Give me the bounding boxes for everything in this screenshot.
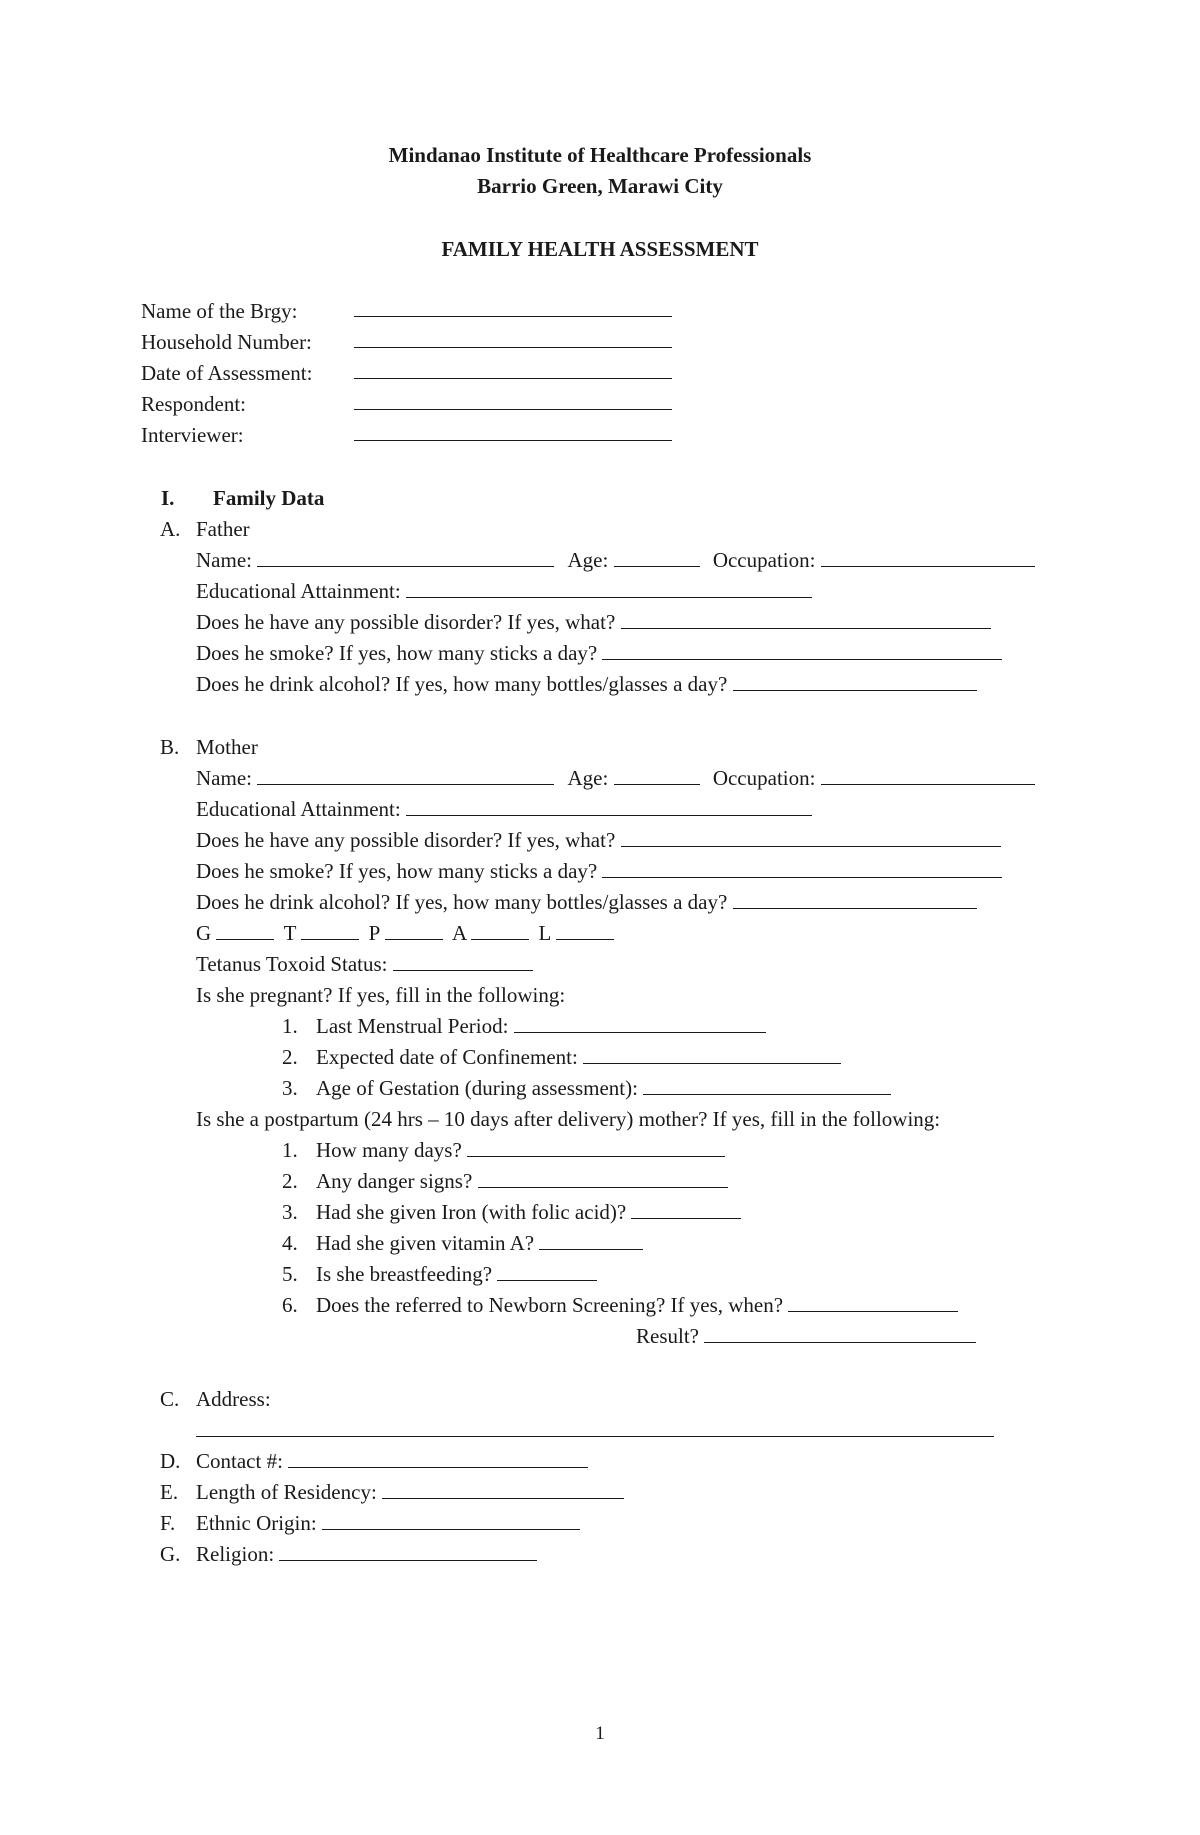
contact-row [160, 1446, 588, 1477]
pregnant-item-number: 3. [282, 1076, 298, 1100]
brgy-label: Name of the Brgy: [141, 299, 298, 323]
breastfeeding-label: Is she breastfeeding? [316, 1262, 493, 1286]
form-title: FAMILY HEALTH ASSESSMENT [441, 237, 759, 261]
mother-name-row [196, 763, 1035, 794]
result-blank[interactable] [704, 1321, 976, 1343]
section-title: Family Data [213, 486, 325, 510]
pregnant-item-number: 2. [282, 1045, 298, 1069]
days-blank[interactable] [467, 1135, 725, 1157]
father-disorder-row [196, 607, 991, 638]
contact-blank[interactable] [288, 1446, 588, 1468]
father-occupation-blank[interactable] [821, 545, 1035, 567]
mother-name-blank[interactable] [257, 763, 554, 785]
gtpal-t-label: T [283, 921, 297, 945]
pregnant-item-number: 1. [282, 1014, 298, 1038]
residency-blank[interactable] [382, 1477, 624, 1499]
aog-label: Age of Gestation (during assessment): [316, 1076, 638, 1100]
father-name-row [196, 545, 1035, 576]
pregnant-item [282, 1073, 891, 1104]
father-heading [160, 514, 250, 545]
pregnant-question: Is she pregnant? If yes, fill in the following: [196, 983, 566, 1007]
postpartum-item-number: 1. [282, 1138, 298, 1162]
tetanus-blank[interactable] [393, 949, 533, 971]
institution-location: Barrio Green, Marawi City [477, 174, 723, 198]
father-drink-row [196, 669, 977, 700]
edc-blank[interactable] [583, 1042, 841, 1064]
father-education-blank[interactable] [406, 576, 812, 598]
father-name-blank[interactable] [257, 545, 554, 567]
mother-age-label: Age: [567, 766, 609, 790]
mother-drink-blank[interactable] [733, 887, 977, 909]
interviewer-field [0, 420, 1200, 451]
institution-name: Mindanao Institute of Healthcare Professionals [388, 143, 812, 167]
gtpal-l-label: L [538, 921, 551, 945]
result-row [636, 1321, 976, 1352]
postpartum-item-number: 5. [282, 1262, 298, 1286]
religion-label: Religion: [196, 1542, 275, 1566]
ethnic-row [160, 1508, 580, 1539]
father-education-label: Educational Attainment: [196, 579, 401, 603]
danger-signs-blank[interactable] [478, 1166, 728, 1188]
interviewer-blank[interactable] [354, 440, 672, 441]
residency-row [160, 1477, 624, 1508]
date-field [0, 358, 1200, 389]
mother-drink-question: Does he drink alcohol? If yes, how many bottles/glasses a day? [196, 890, 728, 914]
gtpal-p-blank[interactable] [385, 918, 443, 940]
household-blank[interactable] [354, 347, 672, 348]
result-label: Result? [636, 1324, 699, 1348]
iron-label: Had she given Iron (with folic acid)? [316, 1200, 627, 1224]
contact-letter: D. [160, 1449, 181, 1473]
postpartum-item [282, 1259, 597, 1290]
postpartum-item-number: 6. [282, 1293, 298, 1317]
mother-age-blank[interactable] [614, 763, 700, 785]
pregnant-item [282, 1042, 841, 1073]
father-smoke-blank[interactable] [602, 638, 1002, 660]
date-label: Date of Assessment: [141, 361, 313, 385]
religion-blank[interactable] [279, 1539, 537, 1561]
days-label: How many days? [316, 1138, 462, 1162]
father-smoke-row [196, 638, 1002, 669]
mother-disorder-row [196, 825, 1001, 856]
mother-smoke-row [196, 856, 1002, 887]
ethnic-letter: F. [160, 1511, 176, 1535]
iron-blank[interactable] [631, 1197, 741, 1219]
father-title: Father [196, 517, 250, 541]
mother-name-label: Name: [196, 766, 252, 790]
father-disorder-blank[interactable] [621, 607, 991, 629]
religion-letter: G. [160, 1542, 181, 1566]
mother-letter: B. [160, 735, 180, 759]
lmp-blank[interactable] [514, 1011, 766, 1033]
postpartum-item [282, 1135, 725, 1166]
postpartum-item-number: 2. [282, 1169, 298, 1193]
postpartum-item [282, 1290, 958, 1321]
postpartum-item [282, 1166, 728, 1197]
vitamin-a-label: Had she given vitamin A? [316, 1231, 535, 1255]
postpartum-item-number: 3. [282, 1200, 298, 1224]
gtpal-row [196, 918, 614, 949]
postpartum-item-number: 4. [282, 1231, 298, 1255]
mother-occupation-blank[interactable] [821, 763, 1035, 785]
mother-occupation-label: Occupation: [712, 766, 816, 790]
gtpal-a-blank[interactable] [471, 918, 529, 940]
gtpal-g-blank[interactable] [216, 918, 274, 940]
father-smoke-question: Does he smoke? If yes, how many sticks a day? [196, 641, 598, 665]
section-number: I. [161, 486, 175, 510]
residency-label: Length of Residency: [196, 1480, 377, 1504]
father-letter: A. [160, 517, 181, 541]
mother-drink-row [196, 887, 977, 918]
edc-label: Expected date of Confinement: [316, 1045, 578, 1069]
gtpal-g-label: G [196, 921, 212, 945]
ethnic-label: Ethnic Origin: [196, 1511, 317, 1535]
household-field [0, 327, 1200, 358]
respondent-blank[interactable] [354, 409, 672, 410]
address-label: Address: [196, 1387, 271, 1411]
address-row [160, 1384, 271, 1415]
danger-signs-label: Any danger signs? [316, 1169, 473, 1193]
mother-disorder-question: Does he have any possible disorder? If yes, what? [196, 828, 616, 852]
father-education-row [196, 576, 812, 607]
mother-heading [160, 732, 258, 763]
newborn-screening-blank[interactable] [788, 1290, 958, 1312]
mother-education-row [196, 794, 812, 825]
page-number: 1 [595, 1723, 605, 1744]
section-heading [161, 483, 324, 514]
contact-label: Contact #: [196, 1449, 283, 1473]
mother-smoke-question: Does he smoke? If yes, how many sticks a day? [196, 859, 598, 883]
aog-blank[interactable] [643, 1073, 891, 1095]
respondent-field [0, 389, 1200, 420]
father-age-blank[interactable] [614, 545, 700, 567]
ethnic-blank[interactable] [322, 1508, 580, 1530]
mother-education-label: Educational Attainment: [196, 797, 401, 821]
father-drink-blank[interactable] [733, 669, 977, 691]
tetanus-label: Tetanus Toxoid Status: [196, 952, 388, 976]
mother-education-blank[interactable] [406, 794, 812, 816]
gtpal-p-label: P [368, 921, 380, 945]
brgy-blank[interactable] [354, 316, 672, 317]
interviewer-label: Interviewer: [141, 423, 244, 447]
date-blank[interactable] [354, 378, 672, 379]
brgy-field [0, 296, 1200, 327]
mother-disorder-blank[interactable] [621, 825, 1001, 847]
address-line-row [196, 1415, 994, 1446]
household-label: Household Number: [141, 330, 312, 354]
pregnant-item [282, 1011, 766, 1042]
newborn-screening-label: Does the referred to Newborn Screening? If yes, when? [316, 1293, 784, 1317]
father-age-label: Age: [567, 548, 609, 572]
postpartum-question: Is she a postpartum (24 hrs – 10 days after delivery) mother? If yes, fill in the following: [196, 1107, 941, 1131]
postpartum-item [282, 1197, 741, 1228]
gtpal-a-label: A [452, 921, 467, 945]
address-letter: C. [160, 1387, 180, 1411]
mother-smoke-blank[interactable] [602, 856, 1002, 878]
address-blank[interactable] [196, 1415, 994, 1437]
gtpal-l-blank[interactable] [556, 918, 614, 940]
residency-letter: E. [160, 1480, 179, 1504]
vitamin-a-blank[interactable] [539, 1228, 643, 1250]
gtpal-t-blank[interactable] [301, 918, 359, 940]
religion-row [160, 1539, 537, 1570]
postpartum-item [282, 1228, 643, 1259]
breastfeeding-blank[interactable] [497, 1259, 597, 1281]
father-name-label: Name: [196, 548, 252, 572]
respondent-label: Respondent: [141, 392, 246, 416]
mother-title: Mother [196, 735, 258, 759]
tetanus-row [196, 949, 533, 980]
father-occupation-label: Occupation: [712, 548, 816, 572]
father-disorder-question: Does he have any possible disorder? If yes, what? [196, 610, 616, 634]
lmp-label: Last Menstrual Period: [316, 1014, 509, 1038]
father-drink-question: Does he drink alcohol? If yes, how many bottles/glasses a day? [196, 672, 728, 696]
